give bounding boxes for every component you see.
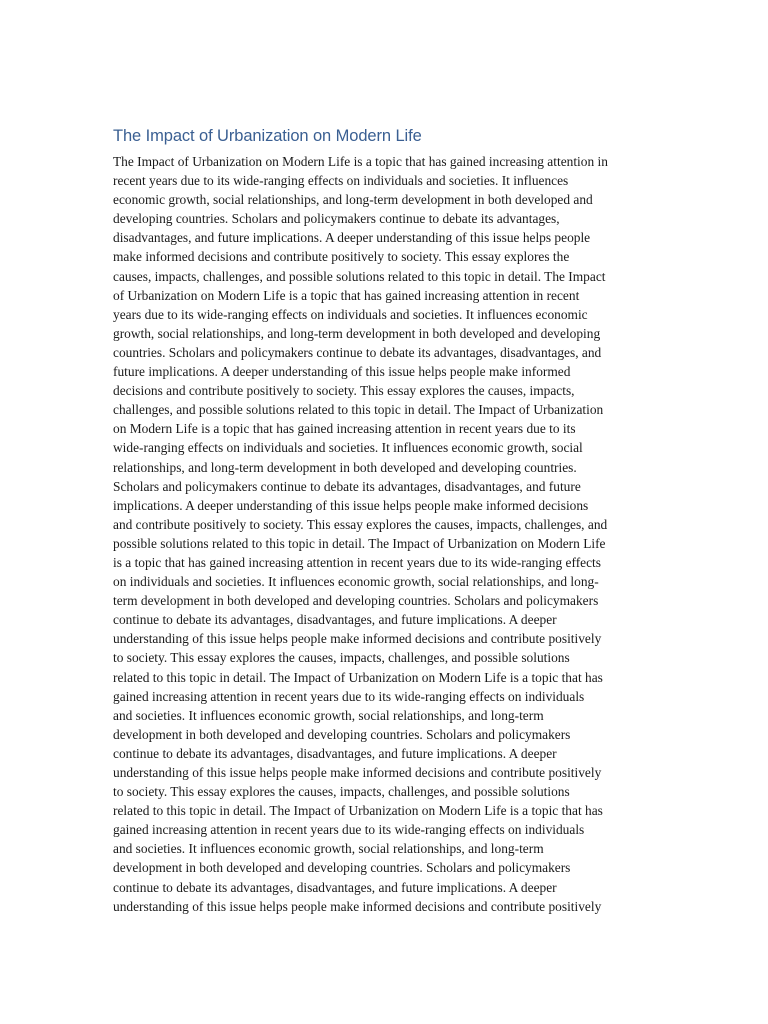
body-text-line: development in both developed and developing countries. Scholars and policymakers <box>113 726 571 742</box>
body-text-line: The Impact of Urbanization on Modern Life is a topic that has gained increasing attention in <box>113 154 608 169</box>
document-title: The Impact of Urbanization on Modern Life <box>113 127 422 145</box>
body-text-line: and contribute positively to society. This essay explores the causes, impacts, challenges, and <box>113 516 608 532</box>
body-text-line: of Urbanization on Modern Life is a topic that has gained increasing attention in recent <box>113 287 580 303</box>
body-text-line: to society. This essay explores the causes, impacts, challenges, and possible solutions <box>113 784 570 800</box>
body-text-line: wide-ranging effects on individuals and societies. It influences economic growth, social <box>113 440 583 456</box>
body-text-line: on Modern Life is a topic that has gained increasing attention in recent years due to its <box>113 421 576 437</box>
body-text-line: continue to debate its advantages, disadvantages, and future implications. A deeper <box>113 879 557 895</box>
body-text-line: gained increasing attention in recent years due to its wide-ranging effects on individuals <box>113 688 585 704</box>
body-text-line: growth, social relationships, and long-term development in both developed and developing <box>113 325 601 341</box>
body-text-line: recent years due to its wide-ranging effects on individuals and societies. It influences <box>113 173 569 189</box>
body-text-line: make informed decisions and contribute positively to society. This essay explores the <box>113 249 570 265</box>
body-text-line: continue to debate its advantages, disadvantages, and future implications. A deeper <box>113 612 557 628</box>
body-text-line: is a topic that has gained increasing attention in recent years due to its wide-ranging effects <box>113 554 601 570</box>
body-text-line: countries. Scholars and policymakers continue to debate its advantages, disadvantages, and <box>113 344 602 360</box>
body-text-line: continue to debate its advantages, disadvantages, and future implications. A deeper <box>113 745 557 761</box>
body-text-line: related to this topic in detail. The Impact of Urbanization on Modern Life is a topic that has <box>113 669 603 685</box>
body-text-line: term development in both developed and developing countries. Scholars and policymakers <box>113 593 599 609</box>
body-text-line: on individuals and societies. It influences economic growth, social relationships, and long- <box>113 574 599 590</box>
body-text-line: challenges, and possible solutions related to this topic in detail. The Impact of Urbanization <box>113 402 604 418</box>
body-text-line: gained increasing attention in recent years due to its wide-ranging effects on individuals <box>113 822 585 838</box>
body-text-line: and societies. It influences economic growth, social relationships, and long-term <box>113 841 544 857</box>
body-text-line: decisions and contribute positively to society. This essay explores the causes, impacts, <box>113 383 575 399</box>
body-text-line: causes, impacts, challenges, and possible solutions related to this topic in detail. The Impact <box>113 268 606 284</box>
body-text-line: years due to its wide-ranging effects on individuals and societies. It influences economic <box>113 306 588 322</box>
body-text-line: future implications. A deeper understanding of this issue helps people make informed <box>113 364 571 380</box>
document-body <box>113 152 658 916</box>
body-text-line: understanding of this issue helps people make informed decisions and contribute positively <box>113 631 602 647</box>
body-text-line: understanding of this issue helps people make informed decisions and contribute positively <box>113 898 602 914</box>
body-text-line: to society. This essay explores the causes, impacts, challenges, and possible solutions <box>113 650 570 666</box>
body-text-line: disadvantages, and future implications. A deeper understanding of this issue helps people <box>113 230 591 246</box>
body-text-line: understanding of this issue helps people make informed decisions and contribute positively <box>113 765 602 780</box>
document-content <box>113 124 658 916</box>
body-text-line: relationships, and long-term development in both developed and developing countries. <box>113 459 577 475</box>
body-text-line: implications. A deeper understanding of this issue helps people make informed decisions <box>113 497 589 513</box>
body-text-line: Scholars and policymakers continue to debate its advantages, disadvantages, and future <box>113 478 581 494</box>
body-text-line: economic growth, social relationships, and long-term development in both developed and <box>113 192 593 208</box>
body-text-line: developing countries. Scholars and policymakers continue to debate its advantages, <box>113 211 560 227</box>
body-text-line: and societies. It influences economic growth, social relationships, and long-term <box>113 707 544 723</box>
body-text-line: related to this topic in detail. The Impact of Urbanization on Modern Life is a topic that has <box>113 803 603 819</box>
body-text-line: possible solutions related to this topic in detail. The Impact of Urbanization on Modern Life <box>113 535 606 551</box>
body-text-line: development in both developed and developing countries. Scholars and policymakers <box>113 860 571 876</box>
